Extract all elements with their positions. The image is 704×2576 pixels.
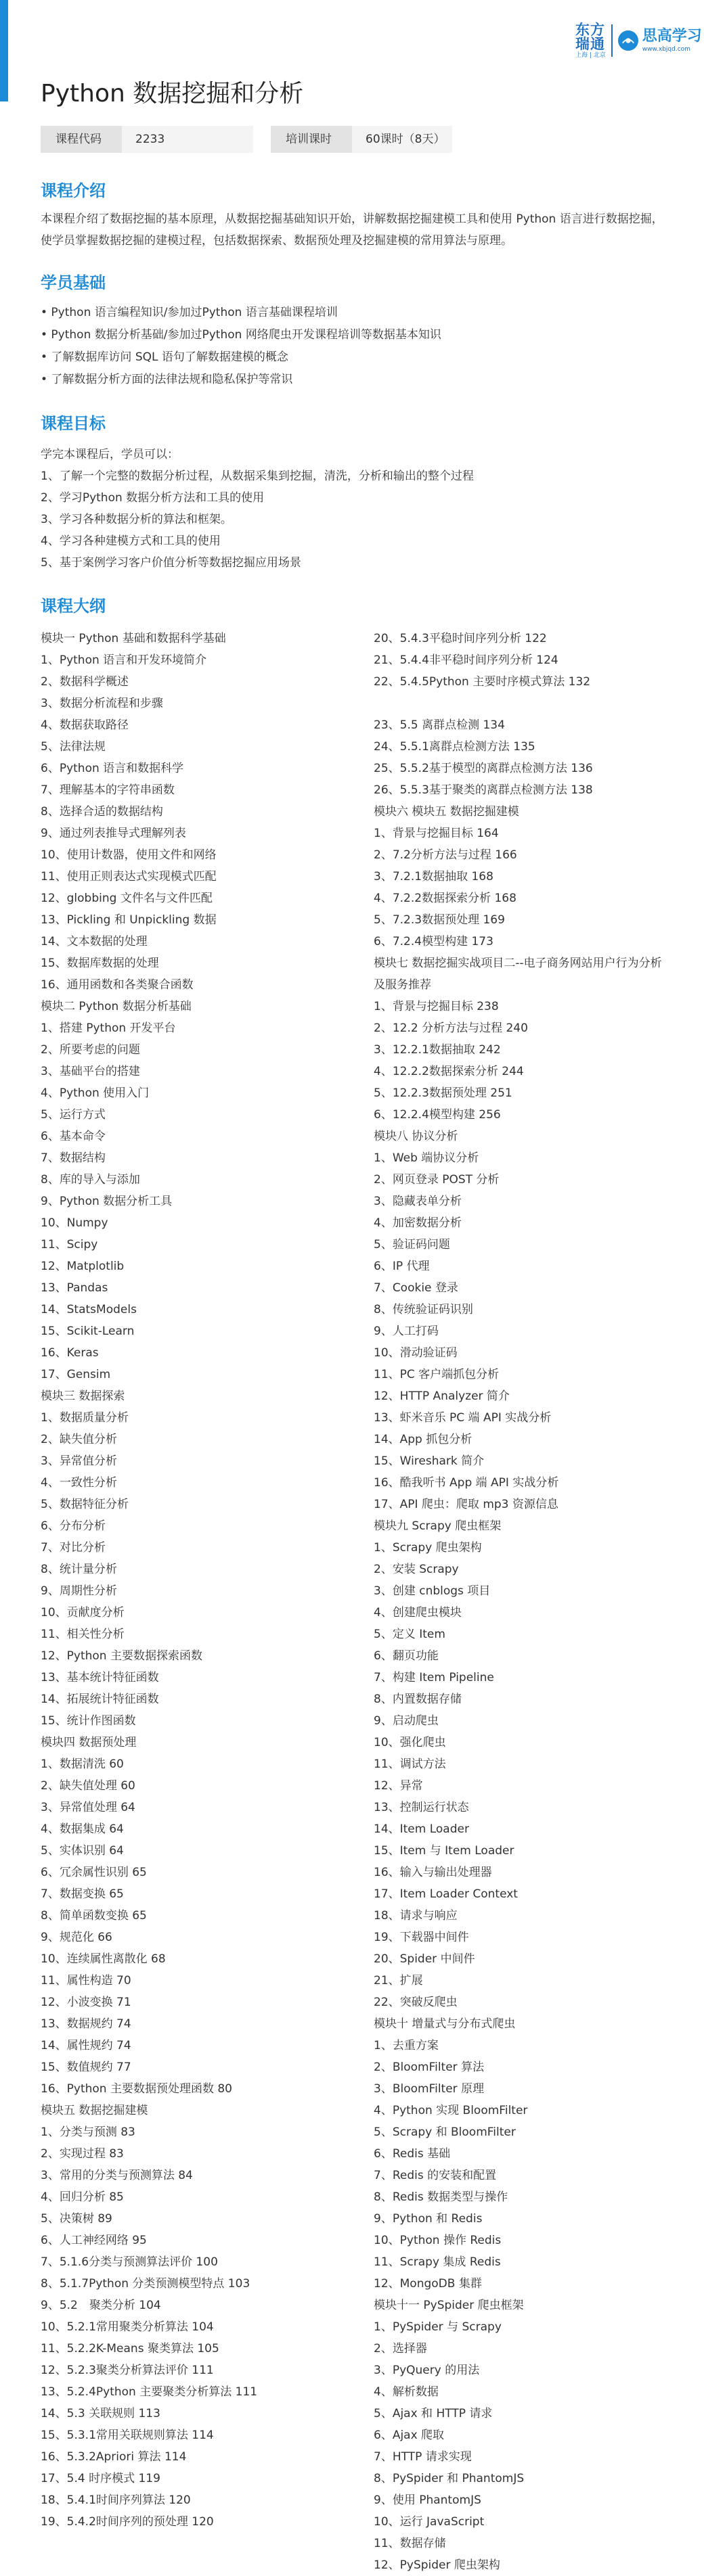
outline-item: 3、数据分析流程和步骤 bbox=[41, 697, 163, 710]
outline-item: 2、BloomFilter 算法 bbox=[374, 2061, 485, 2074]
outline-item: 模块六 模块五 数据挖掘建模 bbox=[374, 805, 519, 819]
outline-item: 17、Gensim bbox=[41, 1368, 111, 1381]
outline-item: 19、5.4.2时间序列的预处理 120 bbox=[41, 2515, 214, 2529]
outline-item: 2、网页登录 POST 分析 bbox=[374, 1173, 500, 1187]
outline-item: 12、异常 bbox=[374, 1779, 423, 1793]
brand-logo bbox=[575, 19, 702, 62]
outline-item: 3、PyQuery 的用法 bbox=[374, 2364, 480, 2377]
outline-item: 模块七 数据挖掘实战项目二--电子商务网站用户行为分析及服务推荐 bbox=[374, 957, 662, 992]
outline-item: 4、一致性分析 bbox=[41, 1476, 117, 1490]
course-hours-label: 培训课时 bbox=[271, 126, 352, 153]
list-item: 1、了解一个完整的数据分析过程，从数据采集到挖掘，清洗，分析和输出的整个过程 bbox=[41, 469, 474, 483]
logo-cn-top: 东方 bbox=[575, 21, 605, 38]
outline-item: 4、7.2.2数据探索分析 168 bbox=[374, 892, 516, 905]
outline-right-column bbox=[374, 628, 672, 2576]
outline-item: 4、数据获取路径 bbox=[41, 718, 129, 732]
outline-item: 9、启动爬虫 bbox=[374, 1714, 439, 1728]
outline-item: 12、5.2.3聚类分析算法评价 111 bbox=[41, 2364, 214, 2377]
info-gap bbox=[253, 126, 271, 153]
outline-item: 11、Scipy bbox=[41, 1238, 98, 1251]
outline-item: 3、基础平台的搭建 bbox=[41, 1065, 140, 1078]
section-title-outline: 课程大纲 bbox=[41, 597, 106, 616]
outline-item: 12、globbing 文件名与文件匹配 bbox=[41, 892, 213, 905]
logo-name: 思高学习 bbox=[642, 27, 702, 45]
outline-item: 7、理解基本的字符串函数 bbox=[41, 783, 175, 797]
outline-item: 6、基本命令 bbox=[41, 1130, 106, 1143]
outline-item: 10、强化爬虫 bbox=[374, 1736, 446, 1749]
outline-item: 1、Python 语言和开发环境简介 bbox=[41, 653, 207, 667]
outline-item: 9、人工打码 bbox=[374, 1325, 439, 1338]
outline-item: 11、5.2.2K-Means 聚类算法 105 bbox=[41, 2342, 219, 2355]
outline-item: 10、贡献度分析 bbox=[41, 1606, 125, 1619]
outline-item: 14、属性规约 74 bbox=[41, 2039, 131, 2052]
list-item: • 了解数据库访问 SQL 语句了解数据建模的概念 bbox=[41, 350, 288, 364]
outline-item: 7、Redis 的安装和配置 bbox=[374, 2169, 497, 2182]
outline-item: 10、5.2.1常用聚类分析算法 104 bbox=[41, 2320, 214, 2334]
outline-item: 3、隐藏表单分析 bbox=[374, 1195, 462, 1208]
outline-item: 5、实体识别 64 bbox=[41, 1844, 124, 1858]
logo-emblem-icon bbox=[618, 30, 638, 51]
outline-item: 10、滑动验证码 bbox=[374, 1346, 458, 1360]
intro-text: 本课程介绍了数据挖掘的基本原理，从数据挖掘基础知识开始，讲解数据挖掘建模工具和使用 Python 语言进行数据挖掘，使学员掌握数据挖掘的建模过程，包括数据探索、数据预处理及挖掘建模的常用算法与原理。 bbox=[41, 212, 663, 248]
outline-item: 3、12.2.1数据抽取 242 bbox=[374, 1043, 501, 1057]
outline-item: 5、运行方式 bbox=[41, 1108, 106, 1122]
outline-item: 10、连续属性离散化 68 bbox=[41, 1952, 166, 1966]
list-item: 4、学习各种建模方式和工具的使用 bbox=[41, 534, 221, 548]
outline-item: 15、Wireshark 简介 bbox=[374, 1454, 485, 1468]
outline-item: 6、人工神经网络 95 bbox=[41, 2234, 147, 2247]
outline-item: 13、5.2.4Python 主要聚类分析算法 111 bbox=[41, 2385, 258, 2399]
course-hours-value: 60课时（8天） bbox=[352, 126, 452, 153]
outline-item: 16、5.3.2Apriori 算法 114 bbox=[41, 2450, 187, 2464]
page-title: Python 数据挖掘和分析 bbox=[41, 80, 304, 108]
outline-item: 7、数据变换 65 bbox=[41, 1887, 124, 1901]
outline-item: 20、5.4.3平稳时间序列分析 122 bbox=[374, 632, 547, 645]
outline-item: 1、搭建 Python 开发平台 bbox=[41, 1021, 176, 1035]
outline-item: 19、下载器中间件 bbox=[374, 1931, 469, 1944]
outline-item: 10、使用计数器，使用文件和网络 bbox=[41, 848, 217, 862]
outline-item: 8、简单函数变换 65 bbox=[41, 1909, 147, 1923]
outline-item: 6、Python 语言和数据科学 bbox=[41, 762, 184, 775]
outline-item: 7、构建 Item Pipeline bbox=[374, 1671, 494, 1684]
outline-item: 6、7.2.4模型构建 173 bbox=[374, 935, 493, 948]
course-code-label: 课程代码 bbox=[41, 126, 122, 153]
outline-item: 1、数据质量分析 bbox=[41, 1411, 129, 1425]
goal-lead: 学完本课程后，学员可以： bbox=[41, 448, 179, 461]
course-code-value: 2233 bbox=[122, 126, 253, 153]
outline-item: 22、5.4.5Python 主要时序模式算法 132 bbox=[374, 675, 591, 689]
outline-item: 7、HTTP 请求实现 bbox=[374, 2450, 472, 2464]
outline-item: 8、传统验证码识别 bbox=[374, 1303, 473, 1316]
outline-item: 13、数据规约 74 bbox=[41, 2017, 131, 2031]
outline-item: 8、Redis 数据类型与操作 bbox=[374, 2190, 508, 2204]
outline-item: 4、回归分析 85 bbox=[41, 2190, 124, 2204]
section-title-basis: 学员基础 bbox=[41, 273, 106, 292]
outline-item: 6、IP 代理 bbox=[374, 1260, 430, 1273]
list-item: 5、基于案例学习客户价值分析等数据挖掘应用场景 bbox=[41, 556, 301, 570]
outline-item: 模块二 Python 数据分析基础 bbox=[41, 1000, 192, 1013]
outline-item: 1、数据清洗 60 bbox=[41, 1757, 124, 1771]
outline-item: 9、周期性分析 bbox=[41, 1584, 117, 1598]
outline-item: 13、基本统计特征函数 bbox=[41, 1671, 159, 1684]
outline-item: 3、异常值分析 bbox=[41, 1454, 117, 1468]
outline-item: 5、验证码问题 bbox=[374, 1238, 450, 1251]
outline-item: 9、Python 数据分析工具 bbox=[41, 1195, 173, 1208]
goal-list bbox=[41, 465, 474, 574]
outline-item: 4、12.2.2数据探索分析 244 bbox=[374, 1065, 524, 1078]
outline-item: 5、Ajax 和 HTTP 请求 bbox=[374, 2407, 493, 2420]
outline-item: 18、请求与响应 bbox=[374, 1909, 458, 1923]
list-item: • Python 数据分析基础/参加过Python 网络爬虫开发课程培训等数据基本知识 bbox=[41, 328, 441, 342]
list-item: • 了解数据分析方面的法律法规和隐私保护等常识 bbox=[41, 373, 293, 386]
outline-item: 2、实现过程 83 bbox=[41, 2147, 124, 2161]
outline-item: 2、选择器 bbox=[374, 2342, 427, 2355]
outline-item: 1、背景与挖掘目标 164 bbox=[374, 827, 499, 840]
section-title-goal: 课程目标 bbox=[41, 414, 106, 433]
outline-item: 16、Python 主要数据预处理函数 80 bbox=[41, 2082, 232, 2096]
list-item: • Python 语言编程知识/参加过Python 语言基础课程培训 bbox=[41, 306, 338, 319]
outline-item: 3、7.2.1数据抽取 168 bbox=[374, 870, 493, 883]
list-item: 2、学习Python 数据分析方法和工具的使用 bbox=[41, 491, 265, 505]
outline-item: 9、5.2 聚类分析 104 bbox=[41, 2299, 161, 2312]
outline-item: 9、Python 和 Redis bbox=[374, 2212, 483, 2226]
outline-item: 12、PySpider 爬虫架构 bbox=[374, 2558, 500, 2572]
list-item: 3、学习各种数据分析的算法和框架。 bbox=[41, 513, 232, 526]
outline-item: 5、定义 Item bbox=[374, 1628, 445, 1641]
outline-item: 11、使用正则表达式实现模式匹配 bbox=[41, 870, 217, 883]
outline-item: 1、Web 端协议分析 bbox=[374, 1151, 479, 1165]
outline-item: 2、7.2分析方法与过程 166 bbox=[374, 848, 517, 862]
outline-item: 3、异常值处理 64 bbox=[41, 1801, 135, 1814]
outline-item: 24、5.5.1离群点检测方法 135 bbox=[374, 740, 535, 754]
outline-item: 8、PySpider 和 PhantomJS bbox=[374, 2472, 525, 2485]
outline-item: 6、Ajax 爬取 bbox=[374, 2429, 445, 2442]
outline-item: 10、运行 JavaScript bbox=[374, 2515, 485, 2529]
outline-item: 14、拓展统计特征函数 bbox=[41, 1693, 159, 1706]
outline-item: 5、Scrapy 和 BloomFilter bbox=[374, 2125, 516, 2139]
outline-item: 8、内置数据存储 bbox=[374, 1693, 462, 1706]
outline-item: 15、数据库数据的处理 bbox=[41, 957, 159, 970]
outline-item: 模块十一 PySpider 爬虫框架 bbox=[374, 2299, 524, 2312]
outline-item: 22、突破反爬虫 bbox=[374, 1996, 458, 2009]
outline-item: 11、调试方法 bbox=[374, 1757, 446, 1771]
outline-item: 12、HTTP Analyzer 简介 bbox=[374, 1389, 510, 1403]
outline-item: 模块一 Python 基础和数据科学基础 bbox=[41, 632, 226, 645]
outline-item: 模块五 数据挖掘建模 bbox=[41, 2104, 148, 2117]
logo-url: www.xbjqd.com bbox=[642, 45, 690, 53]
outline-item: 16、通用函数和各类聚合函数 bbox=[41, 978, 194, 992]
outline-item: 17、API 爬虫：爬取 mp3 资源信息 bbox=[374, 1498, 558, 1511]
outline-item: 模块三 数据探索 bbox=[41, 1389, 125, 1403]
outline-item: 7、数据结构 bbox=[41, 1151, 106, 1165]
outline-item: 2、数据科学概述 bbox=[41, 675, 129, 689]
outline-item: 9、规范化 66 bbox=[41, 1931, 112, 1944]
outline-item: 13、虾米音乐 PC 端 API 实战分析 bbox=[374, 1411, 552, 1425]
outline-item: 3、创建 cnblogs 项目 bbox=[374, 1584, 491, 1598]
outline-item: 12、Python 主要数据探索函数 bbox=[41, 1649, 202, 1663]
outline-item: 2、安装 Scrapy bbox=[374, 1563, 459, 1576]
basis-list bbox=[41, 302, 441, 391]
outline-item: 18、5.4.1时间序列算法 120 bbox=[41, 2493, 191, 2507]
outline-item: 8、统计量分析 bbox=[41, 1563, 117, 1576]
outline-item: 11、Scrapy 集成 Redis bbox=[374, 2255, 501, 2269]
outline-item: 4、Python 实现 BloomFilter bbox=[374, 2104, 528, 2117]
outline-item: 6、12.2.4模型构建 256 bbox=[374, 1108, 501, 1122]
outline-item: 6、Redis 基础 bbox=[374, 2147, 451, 2161]
outline-item: 8、库的导入与添加 bbox=[41, 1173, 140, 1187]
outline-item: 5、7.2.3数据预处理 169 bbox=[374, 913, 505, 927]
outline-item: 16、酷我听书 App 端 API 实战分析 bbox=[374, 1476, 559, 1490]
outline-item: 1、Scrapy 爬虫架构 bbox=[374, 1541, 482, 1555]
outline-item: 25、5.5.2基于模型的离群点检测方法 136 bbox=[374, 762, 593, 775]
outline-item: 14、Item Loader bbox=[374, 1822, 469, 1836]
outline-item: 15、Item 与 Item Loader bbox=[374, 1844, 514, 1858]
outline-item: 2、12.2 分析方法与过程 240 bbox=[374, 1021, 528, 1035]
outline-item: 5、数据特征分析 bbox=[41, 1498, 129, 1511]
outline-item: 2、缺失值处理 60 bbox=[41, 1779, 135, 1793]
outline-item: 模块十 增量式与分布式爬虫 bbox=[374, 2017, 516, 2031]
outline-item: 16、输入与输出处理器 bbox=[374, 1866, 492, 1879]
outline-item: 3、BloomFilter 原理 bbox=[374, 2082, 485, 2096]
outline-item: 6、分布分析 bbox=[41, 1519, 106, 1533]
outline-item: 13、控制运行状态 bbox=[374, 1801, 469, 1814]
outline-item: 5、决策树 89 bbox=[41, 2212, 112, 2226]
outline-item: 9、使用 PhantomJS bbox=[374, 2493, 481, 2507]
outline-item: 14、StatsModels bbox=[41, 1303, 137, 1316]
outline-item: 15、数值规约 77 bbox=[41, 2061, 131, 2074]
outline-item: 6、冗余属性识别 65 bbox=[41, 1866, 147, 1879]
outline-item: 12、Matplotlib bbox=[41, 1260, 125, 1273]
outline-item: 1、PySpider 与 Scrapy bbox=[374, 2320, 502, 2334]
outline-item: 8、选择合适的数据结构 bbox=[41, 805, 163, 819]
logo-mark bbox=[575, 23, 606, 59]
outline-item: 23、5.5 离群点检测 134 bbox=[374, 718, 505, 732]
outline-item: 6、翻页功能 bbox=[374, 1649, 439, 1663]
outline-item: 2、缺失值分析 bbox=[41, 1433, 117, 1446]
outline-item: 模块九 Scrapy 爬虫框架 bbox=[374, 1519, 502, 1533]
outline-item: 模块八 协议分析 bbox=[374, 1130, 458, 1143]
outline-item: 模块四 数据预处理 bbox=[41, 1736, 137, 1749]
outline-item: 14、App 抓包分析 bbox=[374, 1433, 472, 1446]
outline-item: 11、数据存储 bbox=[374, 2537, 446, 2550]
outline-item: 9、通过列表推导式理解列表 bbox=[41, 827, 186, 840]
outline-item: 13、Pickling 和 Unpickling 数据 bbox=[41, 913, 217, 927]
section-title-intro: 课程介绍 bbox=[41, 181, 106, 200]
outline-item: 16、Keras bbox=[41, 1346, 99, 1360]
outline-item: 11、相关性分析 bbox=[41, 1628, 125, 1641]
course-info-row bbox=[41, 126, 452, 153]
outline-item: 5、法律法规 bbox=[41, 740, 106, 754]
outline-item: 7、5.1.6分类与预测算法评价 100 bbox=[41, 2255, 218, 2269]
outline-item: 11、PC 客户端抓包分析 bbox=[374, 1368, 500, 1381]
outline-item: 15、统计作图函数 bbox=[41, 1714, 136, 1728]
outline-item: 14、5.3 关联规则 113 bbox=[41, 2407, 160, 2420]
outline-item: 4、创建爬虫模块 bbox=[374, 1606, 462, 1619]
outline-item: 12、小波变换 71 bbox=[41, 1996, 131, 2009]
outline-item: 21、扩展 bbox=[374, 1974, 423, 1987]
logo-divider bbox=[611, 24, 613, 57]
outline-item: 8、5.1.7Python 分类预测模型特点 103 bbox=[41, 2277, 250, 2291]
outline-item: 1、去重方案 bbox=[374, 2039, 439, 2052]
outline-item: 1、分类与预测 83 bbox=[41, 2125, 135, 2139]
outline-item: 4、解析数据 bbox=[374, 2385, 439, 2399]
outline-left-column bbox=[41, 628, 359, 2533]
outline-item: 14、文本数据的处理 bbox=[41, 935, 148, 948]
outline-item: 10、Numpy bbox=[41, 1216, 108, 1230]
accent-bar bbox=[0, 0, 8, 101]
outline-item: 11、属性构造 70 bbox=[41, 1974, 131, 1987]
outline-item: 20、Spider 中间件 bbox=[374, 1952, 475, 1966]
outline-item: 21、5.4.4非平稳时间序列分析 124 bbox=[374, 653, 558, 667]
outline-item: 13、Pandas bbox=[41, 1281, 108, 1295]
outline-item: 4、数据集成 64 bbox=[41, 1822, 124, 1836]
outline-item: 17、5.4 时序模式 119 bbox=[41, 2472, 160, 2485]
outline-item: 4、Python 使用入门 bbox=[41, 1086, 150, 1100]
outline-item: 2、所要考虑的问题 bbox=[41, 1043, 140, 1057]
outline-item: 15、5.3.1常用关联规则算法 114 bbox=[41, 2429, 214, 2442]
logo-sub: 上海 | 北京 bbox=[575, 51, 606, 59]
outline-item: 10、Python 操作 Redis bbox=[374, 2234, 502, 2247]
outline-item: 12、MongoDB 集群 bbox=[374, 2277, 482, 2291]
outline-item: 1、背景与挖掘目标 238 bbox=[374, 1000, 499, 1013]
outline-item: 5、12.2.3数据预处理 251 bbox=[374, 1086, 512, 1100]
outline-item: 17、Item Loader Context bbox=[374, 1887, 518, 1901]
outline-item: 26、5.5.3基于聚类的离群点检测方法 138 bbox=[374, 783, 593, 797]
outline-item: 15、Scikit-Learn bbox=[41, 1325, 135, 1338]
logo-cn-bottom: 瑞通 bbox=[575, 35, 605, 52]
outline-item: 7、Cookie 登录 bbox=[374, 1281, 458, 1295]
outline-item: 4、加密数据分析 bbox=[374, 1216, 462, 1230]
outline-item: 7、对比分析 bbox=[41, 1541, 106, 1555]
outline-item: 3、常用的分类与预测算法 84 bbox=[41, 2169, 193, 2182]
logo-right bbox=[642, 29, 702, 53]
